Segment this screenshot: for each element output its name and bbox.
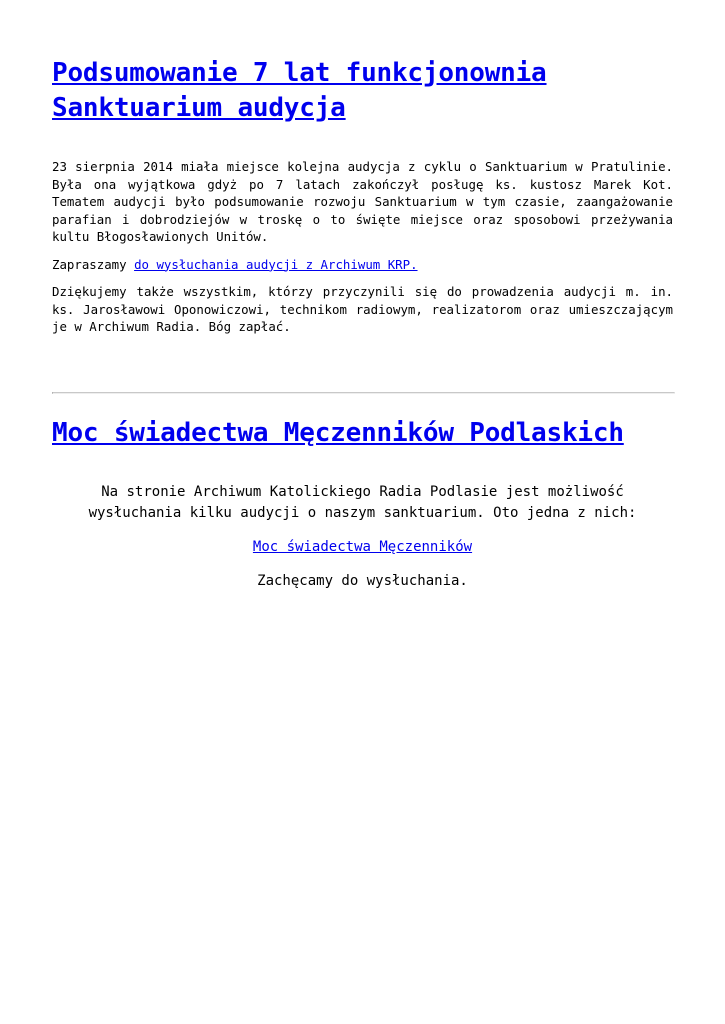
post-2-title-link[interactable]: Moc świadectwa Męczenników Podlaskich [52, 418, 624, 448]
post-divider [52, 392, 675, 394]
post-2-link-paragraph [52, 537, 673, 558]
invite-prefix: Zapraszamy [52, 256, 135, 272]
post-1-title-link[interactable]: Podsumowanie 7 lat funkcjonownia Sanktuarium audycja [52, 58, 547, 123]
post-1-paragraph-1: 23 sierpnia 2014 miała miejsce kolejna audycja z cyklu o Sanktuarium w Pratulinie. Była ona wyjątkowa gdyż po 7 latach zakończył posługę ks. kustosz Marek Kot. Tematem audycji było podsumowanie rozwoju Sanktuarium w tym czasie, zaangażowanie parafian i dobrodziejów w troskę o to święte miejsce oraz sposobowi przeżywania kultu Błogosławionych Unitów. [52, 159, 673, 244]
post-2-intro: Na stronie Archiwum Katolickiego Radia Podlasie jest możliwość wysłuchania kilku audycji o naszym sanktuarium. Oto jedna z nich: [88, 484, 637, 521]
post-2-title [52, 416, 673, 451]
archive-link[interactable]: do wysłuchania audycji z Archiwum KRP. [134, 256, 418, 272]
post-1-paragraph-3: Dziękujemy także wszystkim, którzy przyczynili się do prowadzenia audycji m. in. ks. Jarosławowi Oponowiczowi, technikom radiowym, realizatorom oraz umieszczającym je w Archiwum Radia. Bóg zapłać. [52, 284, 673, 334]
post-1-invite [52, 256, 673, 274]
post-2-body [52, 482, 673, 605]
post-1-title [52, 56, 673, 126]
post-1-body [52, 158, 673, 346]
post-2-closing: Zachęcamy do wysłuchania. [257, 573, 468, 589]
martyrs-audio-link[interactable]: Moc świadectwa Męczenników [252, 539, 473, 555]
